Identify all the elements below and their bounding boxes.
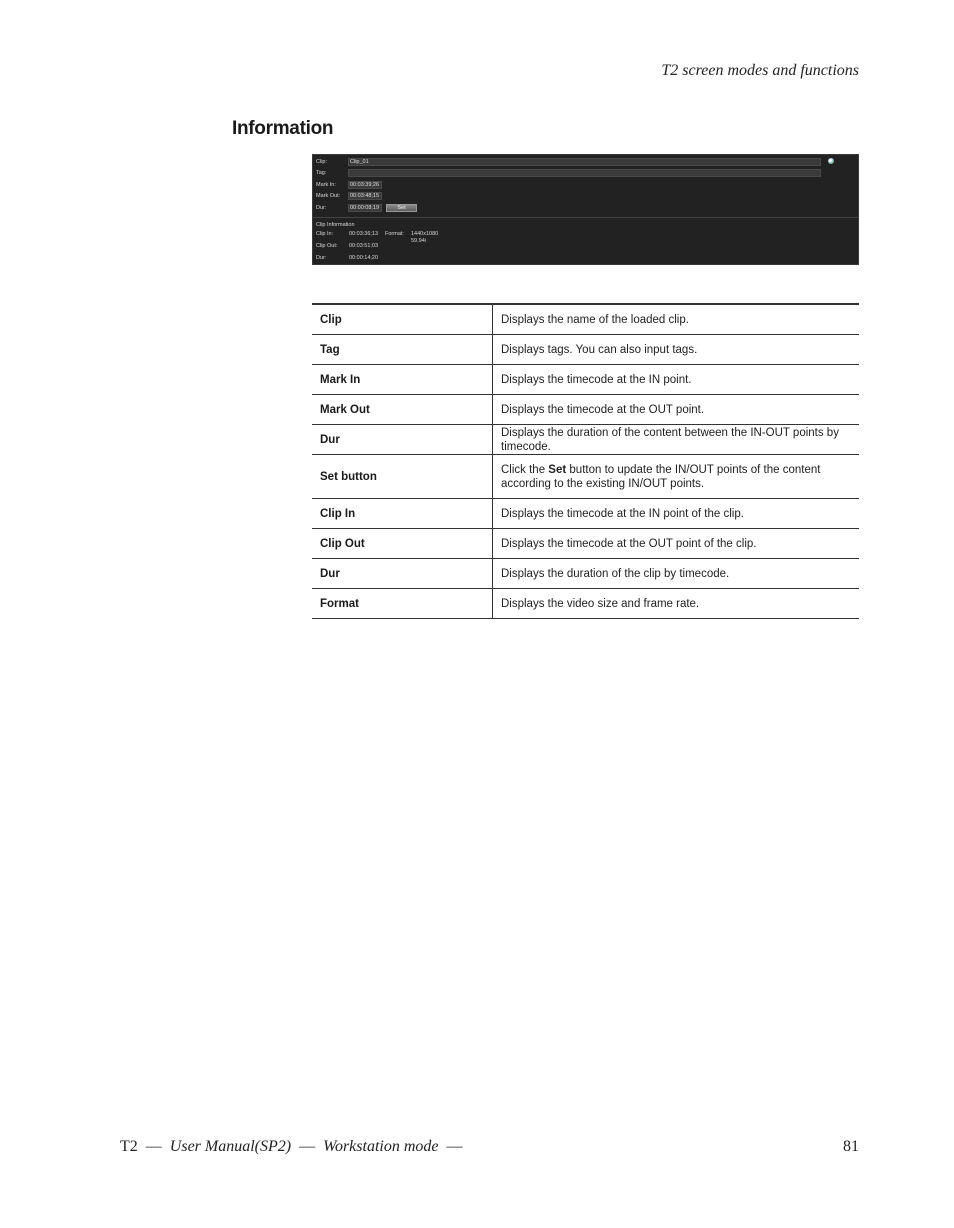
- term-cell: Clip In: [312, 499, 493, 529]
- footer-manual: User Manual(SP2): [169, 1138, 292, 1155]
- tag-field[interactable]: [348, 169, 821, 177]
- clip-out-label: Clip Out:: [316, 243, 338, 249]
- term-cell: Dur: [312, 559, 493, 589]
- footer-separator: —: [299, 1138, 316, 1155]
- set-keyword: Set: [548, 463, 567, 476]
- desc-text: Click the: [501, 463, 549, 476]
- clip-in-value: 00:03:36;13: [349, 231, 379, 237]
- description-cell: Displays the timecode at the IN point of the clip.: [501, 507, 744, 520]
- table-row: [312, 425, 859, 455]
- dur-value: 00:00:08;19: [350, 205, 380, 211]
- format-label: Format:: [385, 231, 404, 237]
- format-size: 1440x1080: [411, 231, 439, 237]
- description-cell: Displays the name of the loaded clip.: [501, 313, 689, 326]
- description-cell: Displays the timecode at the IN point.: [501, 373, 692, 386]
- footer-separator: —: [446, 1138, 463, 1155]
- term-cell: Mark Out: [312, 395, 493, 425]
- description-cell: Displays the duration of the clip by timecode.: [501, 567, 730, 580]
- mark-out-field[interactable]: [348, 192, 382, 200]
- mark-in-value: 00:03:39;26: [350, 182, 380, 188]
- term-cell: Mark In: [312, 365, 493, 395]
- mark-out-value: 00:03:48;15: [350, 193, 380, 199]
- clip-label: Clip:: [316, 159, 328, 165]
- table-row: [312, 529, 859, 559]
- table-row: [312, 559, 859, 589]
- mark-out-label: Mark Out:: [316, 193, 341, 199]
- table-row: [312, 499, 859, 529]
- table-row: [312, 335, 859, 365]
- term-cell: Clip: [312, 304, 493, 335]
- footer-mode: Workstation mode: [323, 1138, 439, 1155]
- desc-text: button to update the IN/OUT points of the content according to the existing IN/OUT points.: [501, 463, 821, 490]
- format-rate: 59.94i: [411, 238, 426, 244]
- term-cell: Tag: [312, 335, 493, 365]
- term-cell: Format: [312, 589, 493, 619]
- clip-value: Clip_01: [350, 159, 369, 165]
- dur-field[interactable]: [348, 204, 382, 212]
- table-row: [312, 589, 859, 619]
- term-cell: Dur: [312, 425, 493, 455]
- page-number: 81: [843, 1138, 859, 1155]
- description-cell: Displays the timecode at the OUT point.: [501, 403, 705, 416]
- tag-label: Tag:: [316, 170, 327, 176]
- clip-field[interactable]: [348, 158, 821, 166]
- description-cell: Displays the duration of the content between the IN-OUT points by timecode.: [501, 426, 839, 453]
- dur-label: Dur:: [316, 205, 327, 211]
- gear-icon[interactable]: [828, 158, 834, 164]
- term-cell: Set button: [312, 455, 493, 499]
- table-row: [312, 365, 859, 395]
- table-row: [312, 395, 859, 425]
- table-row: [312, 455, 859, 499]
- footer-separator: —: [145, 1138, 162, 1155]
- footer-product: T2: [120, 1138, 138, 1155]
- term-cell: Clip Out: [312, 529, 493, 559]
- page-title: Information: [232, 118, 334, 139]
- clip-in-label: Clip In:: [316, 231, 334, 237]
- table-row: [312, 304, 859, 335]
- panel-divider: [313, 217, 858, 218]
- mark-in-field[interactable]: [348, 181, 382, 189]
- running-header: T2 screen modes and functions: [661, 62, 859, 79]
- running-footer: [120, 1138, 463, 1156]
- description-cell: Displays tags. You can also input tags.: [501, 343, 698, 356]
- information-panel-screenshot: [312, 154, 859, 265]
- clip-information-label: Clip Information: [316, 222, 355, 228]
- description-cell: Displays the timecode at the OUT point of the clip.: [501, 537, 757, 550]
- set-button[interactable]: Set: [386, 204, 417, 212]
- description-cell: Displays the video size and frame rate.: [501, 597, 700, 610]
- clip-out-value: 00:03:51;03: [349, 243, 379, 249]
- mark-in-label: Mark In:: [316, 182, 336, 188]
- dur2-value: 00:00:14;20: [349, 255, 379, 261]
- dur2-label: Dur:: [316, 255, 327, 261]
- description-cell: [493, 455, 860, 499]
- information-table: [312, 303, 859, 619]
